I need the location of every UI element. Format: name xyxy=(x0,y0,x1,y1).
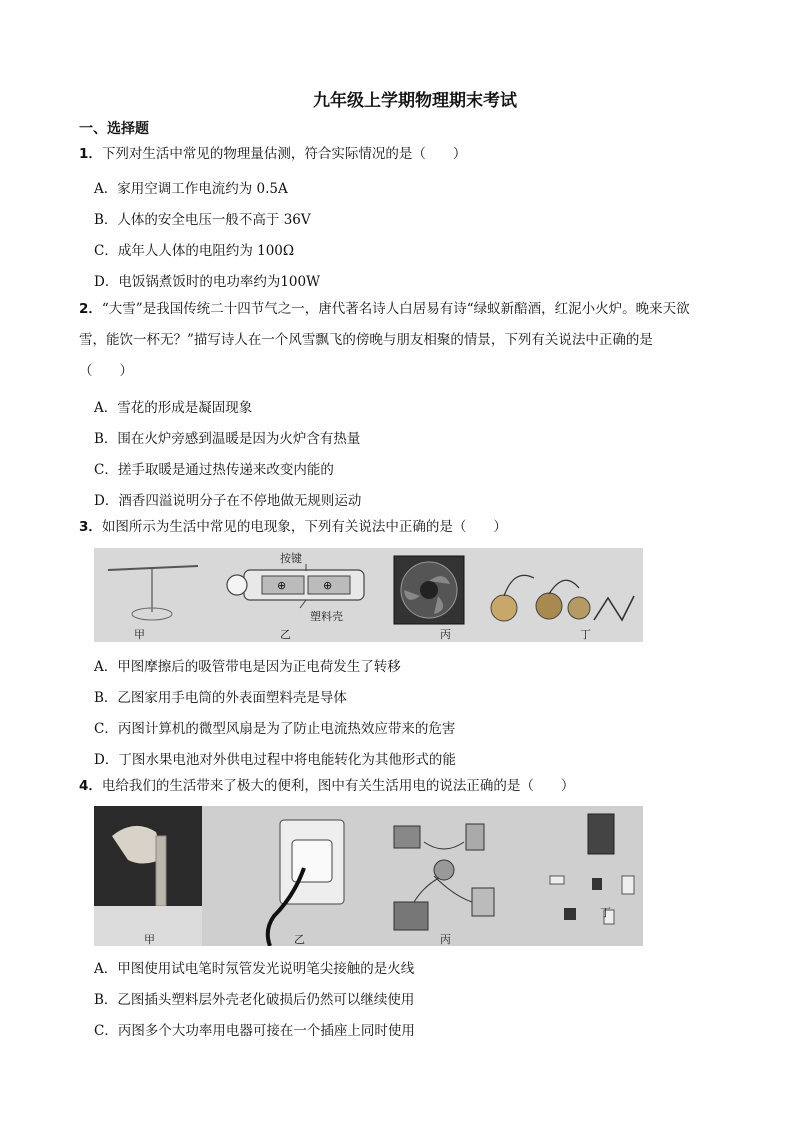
question-stem-line1: “大雪”是我国传统二十四节气之一，唐代著名诗人白居易有诗“绿蚁新醅酒，红泥小火炉。晚来天欲 xyxy=(101,301,690,317)
question-stem: 如图所示为生活中常见的电现象，下列有关说法中正确的是（ ） xyxy=(101,519,507,535)
svg-text:⊕: ⊕ xyxy=(277,579,287,592)
q4-figure xyxy=(94,806,643,946)
fig-label-yi: 乙 xyxy=(280,628,291,641)
fig-label-jia: 甲 xyxy=(144,933,155,946)
q2-option-d: D．酒香四溢说明分子在不停地做无规则运动 xyxy=(94,493,362,509)
fig-label-bing: 丙 xyxy=(440,933,451,946)
q1-option-b: B．人体的安全电压一般不高于 36V xyxy=(94,212,311,228)
fig-label-ding: 丁 xyxy=(580,628,591,641)
question-number: 2． xyxy=(79,301,102,317)
fig-label-bing: 丙 xyxy=(440,628,451,641)
fig-label-shell: 塑料壳 xyxy=(310,610,343,623)
q4-option-a: A．甲图使用试电笔时氖管发光说明笔尖接触的是火线 xyxy=(94,961,415,977)
question-4 xyxy=(79,771,574,802)
q1-option-d: D．电饭锅煮饭时的电功率约为100W xyxy=(94,274,320,290)
svg-text:⊕: ⊕ xyxy=(323,579,333,592)
question-2-line2: 雪，能饮一杯无？”描写诗人在一个风雪飘飞的傍晚与朋友相聚的情景，下列有关说法中正确的是 xyxy=(79,332,653,348)
question-number: 4． xyxy=(79,778,102,794)
q3-option-d: D．丁图水果电池对外供电过程中将电能转化为其他形式的能 xyxy=(94,752,456,768)
q3-option-b: B．乙图家用手电筒的外表面塑料壳是导体 xyxy=(94,690,347,706)
q2-option-a: A．雪花的形成是凝固现象 xyxy=(94,400,253,416)
page-title: 九年级上学期物理期末考试 xyxy=(313,91,517,111)
fig-label-key: 按键 xyxy=(280,552,302,565)
q3-figure-illustration xyxy=(94,548,643,642)
question-3 xyxy=(79,512,507,543)
question-stem: 电给我们的生活带来了极大的便利，图中有关生活用电的说法正确的是（ ） xyxy=(101,778,575,794)
q2-option-b: B．围在火炉旁感到温暖是因为火炉含有热量 xyxy=(94,431,361,447)
q3-figure xyxy=(94,548,643,642)
section-title: 一、选择题 xyxy=(79,121,149,137)
q1-option-a: A．家用空调工作电流约为 0.5A xyxy=(94,181,288,197)
question-stem: 下列对生活中常见的物理量估测，符合实际情况的是（ ） xyxy=(101,146,467,162)
q4-option-c: C．丙图多个大功率用电器可接在一个插座上同时使用 xyxy=(94,1023,415,1039)
fig-label-ding: 丁 xyxy=(600,906,611,919)
q3-option-a: A．甲图摩擦后的吸管带电是因为正电荷发生了转移 xyxy=(94,659,401,675)
question-number: 3． xyxy=(79,519,102,535)
q4-figure-illustration xyxy=(94,806,643,946)
q1-option-c: C．成年人人体的电阻约为 100Ω xyxy=(94,243,295,259)
fig-label-jia: 甲 xyxy=(134,628,145,641)
question-2 xyxy=(79,294,690,325)
q3-option-c: C．丙图计算机的微型风扇是为了防止电流热效应带来的危害 xyxy=(94,721,456,737)
fig-label-yi: 乙 xyxy=(294,933,305,946)
question-number: 1． xyxy=(79,146,102,162)
q4-option-b: B．乙图插头塑料层外壳老化破损后仍然可以继续使用 xyxy=(94,992,415,1008)
question-1 xyxy=(79,139,466,170)
q2-option-c: C．搓手取暖是通过热传递来改变内能的 xyxy=(94,462,334,478)
question-2-line3: （ ） xyxy=(79,363,133,379)
